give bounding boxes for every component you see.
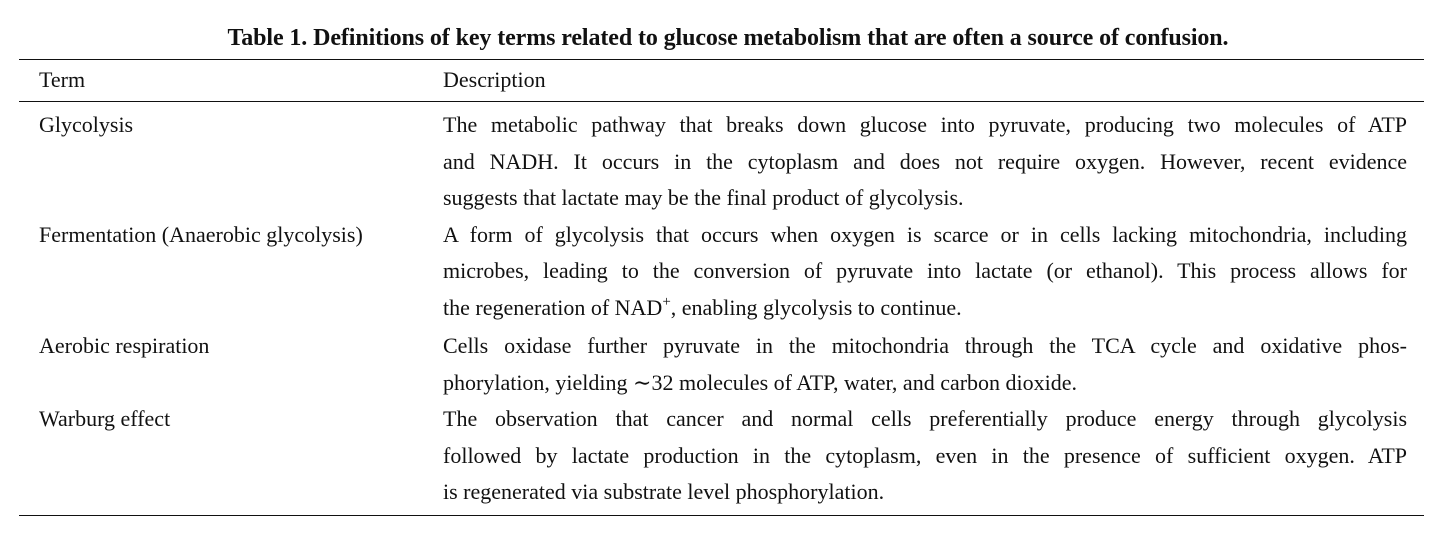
description-line: is regenerated via substrate level phosphorylation.	[443, 479, 885, 504]
term-cell: Warburg effect	[39, 406, 171, 431]
header-rule	[19, 101, 1424, 102]
description-line: The observation that cancer and normal cells preferentially produce energy through glycolysis	[443, 406, 1407, 431]
bottom-rule	[19, 515, 1424, 516]
term-cell: Fermentation (Anaerobic glycolysis)	[39, 221, 363, 247]
description-line: The metabolic pathway that breaks down glucose into pyruvate, producing two molecules of ATP	[443, 112, 1407, 137]
header-term: Term	[39, 67, 86, 92]
header-description: Description	[443, 67, 546, 92]
description-line: phorylation, yielding ∼32 molecules of ATP, water, and carbon dioxide.	[443, 369, 1078, 395]
description-line: Cells oxidase further pyruvate in the mitochondria through the TCA cycle and oxidative phos-	[443, 333, 1407, 358]
superscript-plus: +	[662, 293, 671, 310]
description-line: followed by lactate production in the cytoplasm, even in the presence of sufficient oxygen. ATP	[443, 442, 1407, 468]
description-line: and NADH. It occurs in the cytoplasm and does not require oxygen. However, recent evidence	[443, 148, 1407, 174]
term-cell: Glycolysis	[39, 112, 134, 137]
term-cell: Aerobic respiration	[39, 333, 210, 358]
description-line: A form of glycolysis that occurs when oxygen is scarce or in cells lacking mitochondria, including	[443, 221, 1407, 247]
table-caption: Table 1. Definitions of key terms related to glucose metabolism that are often a source of confusion.	[227, 25, 1229, 51]
description-line: suggests that lactate may be the final product of glycolysis.	[443, 185, 964, 210]
description-line	[443, 290, 962, 327]
description-text: the regeneration of NAD	[443, 294, 663, 320]
description-line: microbes, leading to the conversion of pyruvate into lactate (or ethanol). This process allows for	[443, 258, 1407, 283]
top-rule	[19, 59, 1424, 60]
description-text: , enabling glycolysis to continue.	[670, 294, 962, 320]
